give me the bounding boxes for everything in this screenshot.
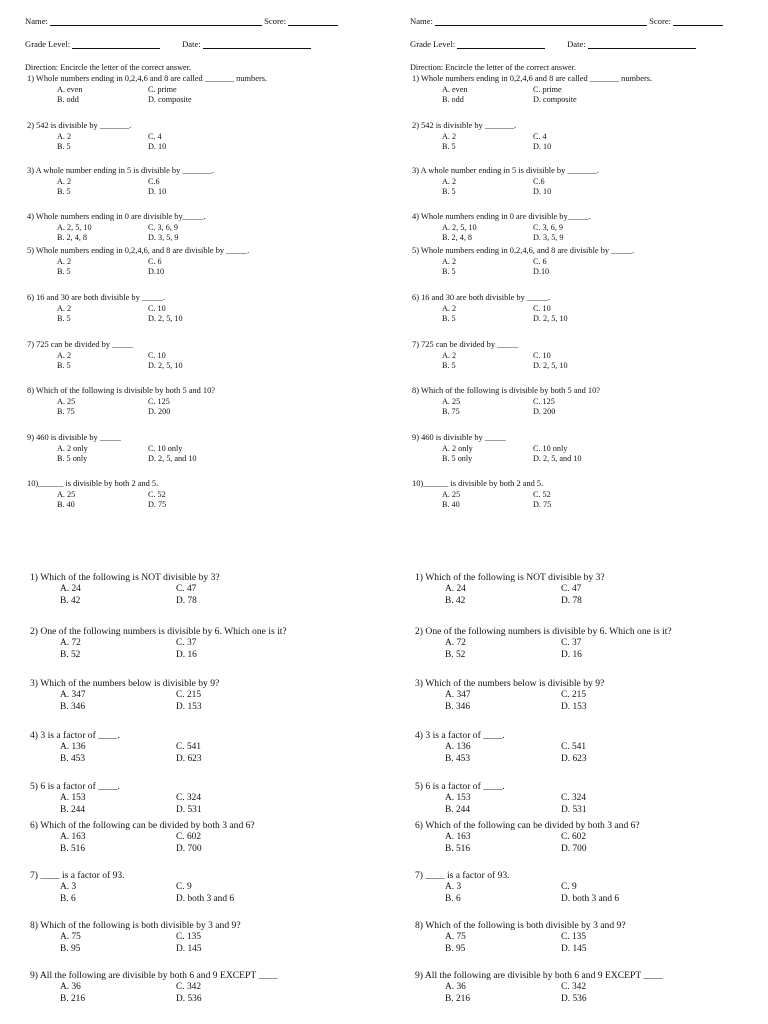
- option-b[interactable]: B. 75: [442, 407, 460, 416]
- option-b[interactable]: B. 42: [60, 596, 81, 606]
- option-d[interactable]: D. 200: [533, 407, 556, 416]
- option-c[interactable]: C. 324: [561, 793, 587, 803]
- option-d[interactable]: D. 145: [561, 944, 587, 954]
- question-item: [30, 572, 382, 606]
- option-d[interactable]: D. composite: [148, 95, 192, 104]
- option-c[interactable]: C. 324: [176, 793, 202, 803]
- option-d[interactable]: D. 700: [176, 844, 202, 854]
- option-b[interactable]: B. 216: [445, 994, 471, 1004]
- option-b[interactable]: B. 5: [442, 361, 456, 370]
- question-item: [27, 166, 377, 196]
- question-item: [415, 572, 767, 606]
- option-d[interactable]: D. 75: [148, 500, 167, 509]
- option-a[interactable]: A. 2, 5, 10: [57, 223, 92, 232]
- question-text: 6) Which of the following can be divided by both 3 and 6?: [30, 820, 255, 831]
- question-item: [415, 626, 767, 660]
- question-item: [412, 433, 762, 463]
- option-d[interactable]: D. both 3 and 6: [561, 894, 620, 904]
- question-text: 5) Whole numbers ending in 0,2,4,6, and 8 are divisible by _____.: [412, 246, 635, 255]
- question-text: 7) 725 can be divided by _____: [412, 340, 519, 349]
- option-a[interactable]: A. 75: [60, 932, 81, 942]
- question-item: [415, 870, 767, 904]
- option-a[interactable]: A. 2: [57, 257, 72, 266]
- option-d[interactable]: D. 2, 5, 10: [148, 361, 183, 370]
- question-item: [412, 246, 762, 276]
- question-text: 9) 460 is divisible by _____: [412, 433, 506, 442]
- option-b[interactable]: B. 95: [445, 944, 466, 954]
- question-item: [30, 678, 382, 712]
- option-d[interactable]: D. 16: [561, 650, 582, 660]
- option-a[interactable]: A. 2 only: [57, 444, 88, 453]
- option-c[interactable]: C. 342: [176, 982, 202, 992]
- option-c[interactable]: C. 3, 6, 9: [533, 223, 564, 232]
- question-item: [27, 433, 377, 463]
- option-b[interactable]: B. odd: [442, 95, 464, 104]
- question-text: 9) All the following are divisible by both 6 and 9 EXCEPT ____: [30, 970, 278, 981]
- option-b[interactable]: B. 2, 4, 8: [442, 233, 473, 242]
- option-a[interactable]: A. 2: [57, 351, 72, 360]
- question-text: 6) 16 and 30 are both divisible by _____.: [27, 293, 165, 302]
- question-item: [27, 479, 377, 509]
- option-d[interactable]: D. 531: [561, 805, 587, 815]
- option-d[interactable]: D. 623: [176, 754, 202, 764]
- date-label: Date:: [182, 39, 201, 49]
- option-a[interactable]: A. 25: [442, 397, 461, 406]
- option-c[interactable]: C. 10 only: [533, 444, 568, 453]
- option-d[interactable]: D. 2, 5, and 10: [148, 454, 197, 463]
- option-a[interactable]: A. 153: [60, 793, 86, 803]
- score-line[interactable]: [673, 16, 723, 26]
- option-c[interactable]: C. 52: [148, 490, 166, 499]
- option-a[interactable]: A. 136: [445, 742, 471, 752]
- question-text: 7) 725 can be divided by _____: [27, 340, 134, 349]
- option-b[interactable]: B. 42: [445, 596, 466, 606]
- question-text: 1) Whole numbers ending in 0,2,4,6 and 8 are called _______ numbers.: [412, 74, 653, 83]
- option-a[interactable]: A. 72: [60, 638, 81, 648]
- option-d[interactable]: D. 531: [176, 805, 202, 815]
- option-b[interactable]: B. 5: [442, 267, 456, 276]
- option-c[interactable]: C. 47: [176, 584, 197, 594]
- option-c[interactable]: C. 4: [148, 132, 162, 141]
- option-c[interactable]: C. 3, 6, 9: [148, 223, 179, 232]
- option-b[interactable]: B. 52: [60, 650, 81, 660]
- option-c[interactable]: C. 135: [176, 932, 202, 942]
- question-text: 9) All the following are divisible by both 6 and 9 EXCEPT ____: [415, 970, 663, 981]
- question-item: [27, 386, 377, 416]
- option-b[interactable]: B. 5: [57, 142, 71, 151]
- option-c[interactable]: C. 9: [561, 882, 577, 892]
- question-item: [412, 212, 762, 242]
- question-item: [27, 246, 377, 276]
- option-d[interactable]: D.10: [533, 267, 550, 276]
- option-b[interactable]: B. 5: [57, 187, 71, 196]
- option-b[interactable]: B. 52: [445, 650, 466, 660]
- option-c[interactable]: C. 541: [176, 742, 202, 752]
- question-text: 10)______ is divisible by both 2 and 5.: [27, 479, 159, 488]
- option-a[interactable]: A. 72: [445, 638, 466, 648]
- question-text: 5) 6 is a factor of ____.: [415, 781, 505, 792]
- option-b[interactable]: B. 216: [60, 994, 86, 1004]
- direction-text: Direction: Encircle the letter of the correct answer.: [410, 63, 576, 72]
- option-b[interactable]: B. 516: [60, 844, 86, 854]
- question-item: [30, 870, 382, 904]
- question-item: [412, 121, 762, 151]
- option-a[interactable]: A. 136: [60, 742, 86, 752]
- option-b[interactable]: B. 244: [60, 805, 86, 815]
- option-c[interactable]: C.6: [533, 177, 545, 186]
- option-c[interactable]: C. 37: [561, 638, 582, 648]
- question-item: [415, 781, 767, 815]
- option-c[interactable]: C. prime: [148, 85, 177, 94]
- option-a[interactable]: A. 2: [57, 132, 72, 141]
- option-a[interactable]: A. even: [442, 85, 468, 94]
- option-b[interactable]: B. 516: [445, 844, 471, 854]
- option-c[interactable]: C. 125: [533, 397, 555, 406]
- name-field[interactable]: [410, 16, 723, 26]
- option-b[interactable]: B. 5: [442, 187, 456, 196]
- option-d[interactable]: D. 2, 5, and 10: [533, 454, 582, 463]
- grade-level-line[interactable]: [72, 39, 160, 49]
- option-b[interactable]: B. odd: [57, 95, 79, 104]
- option-b[interactable]: B. 5: [442, 314, 456, 323]
- question-text: 8) Which of the following is divisible by both 5 and 10?: [27, 386, 216, 395]
- option-a[interactable]: A. 2: [57, 177, 72, 186]
- name-label: Name:: [25, 16, 48, 26]
- option-d[interactable]: D. 536: [561, 994, 587, 1004]
- option-a[interactable]: A. 25: [57, 397, 76, 406]
- option-a[interactable]: A. 25: [442, 490, 461, 499]
- question-text: 1) Whole numbers ending in 0,2,4,6 and 8 are called _______ numbers.: [27, 74, 268, 83]
- question-text: 5) 6 is a factor of ____.: [30, 781, 120, 792]
- name-field[interactable]: [25, 16, 338, 26]
- question-item: [27, 121, 377, 151]
- option-b[interactable]: B. 346: [60, 702, 86, 712]
- option-c[interactable]: C. 37: [176, 638, 197, 648]
- option-a[interactable]: A. 2: [442, 132, 457, 141]
- question-item: [415, 678, 767, 712]
- option-a[interactable]: A. 2: [442, 351, 457, 360]
- question-item: [30, 970, 382, 1004]
- grade-date-field[interactable]: [410, 39, 696, 49]
- option-a[interactable]: A. 36: [60, 982, 81, 992]
- question-item: [415, 820, 767, 854]
- question-item: [412, 479, 762, 509]
- option-c[interactable]: C. 4: [533, 132, 547, 141]
- option-c[interactable]: C. 47: [561, 584, 582, 594]
- option-b[interactable]: B. 5 only: [57, 454, 88, 463]
- option-a[interactable]: A. 163: [60, 832, 86, 842]
- option-a[interactable]: A. 2 only: [442, 444, 473, 453]
- question-text: 4) 3 is a factor of ____.: [415, 730, 505, 741]
- option-c[interactable]: C. 6: [533, 257, 547, 266]
- option-a[interactable]: A. 2: [442, 177, 457, 186]
- option-a[interactable]: A. 3: [445, 882, 462, 892]
- option-d[interactable]: D. 10: [148, 187, 167, 196]
- option-a[interactable]: A. 163: [445, 832, 471, 842]
- direction-text: Direction: Encircle the letter of the correct answer.: [25, 63, 191, 72]
- question-item: [30, 781, 382, 815]
- question-item: [415, 730, 767, 764]
- option-a[interactable]: A. 2: [442, 304, 457, 313]
- score-label: Score:: [264, 16, 287, 26]
- option-d[interactable]: D. 2, 5, 10: [148, 314, 183, 323]
- question-text: 6) Which of the following can be divided by both 3 and 6?: [415, 820, 640, 831]
- question-text: 3) Which of the numbers below is divisible by 9?: [30, 678, 220, 689]
- option-b[interactable]: B. 244: [445, 805, 471, 815]
- option-b[interactable]: B. 2, 4, 8: [57, 233, 88, 242]
- option-d[interactable]: D. 10: [533, 142, 552, 151]
- option-c[interactable]: C. 342: [561, 982, 587, 992]
- option-b[interactable]: B. 453: [445, 754, 471, 764]
- option-c[interactable]: C. 215: [561, 690, 587, 700]
- question-text: 8) Which of the following is divisible by both 5 and 10?: [412, 386, 601, 395]
- grade-level-label: Grade Level:: [25, 39, 71, 49]
- option-d[interactable]: D. 700: [561, 844, 587, 854]
- question-item: [412, 74, 762, 104]
- option-a[interactable]: A. 24: [60, 584, 81, 594]
- option-d[interactable]: D. 75: [533, 500, 552, 509]
- grade-level-label: Grade Level:: [410, 39, 456, 49]
- option-b[interactable]: B. 5: [57, 361, 71, 370]
- option-d[interactable]: D. 2, 5, 10: [533, 314, 568, 323]
- grade-level-line[interactable]: [457, 39, 545, 49]
- option-c[interactable]: C. 602: [176, 832, 202, 842]
- question-text: 7) ____ is a factor of 93.: [30, 870, 125, 881]
- question-text: 3) A whole number ending in 5 is divisible by _______.: [412, 166, 599, 175]
- question-text: 7) ____ is a factor of 93.: [415, 870, 510, 881]
- option-d[interactable]: D. 2, 5, 10: [533, 361, 568, 370]
- option-a[interactable]: A. 2, 5, 10: [442, 223, 477, 232]
- option-d[interactable]: D. 200: [148, 407, 171, 416]
- question-item: [412, 293, 762, 323]
- option-d[interactable]: D. 16: [176, 650, 197, 660]
- question-item: [415, 920, 767, 954]
- option-c[interactable]: C. 6: [148, 257, 162, 266]
- date-line[interactable]: [203, 39, 311, 49]
- question-item: [415, 970, 767, 1004]
- option-d[interactable]: D. 623: [561, 754, 587, 764]
- option-d[interactable]: D. 153: [561, 702, 587, 712]
- option-c[interactable]: C. 135: [561, 932, 587, 942]
- option-a[interactable]: A. 75: [445, 932, 466, 942]
- name-line[interactable]: [435, 16, 647, 26]
- question-item: [27, 212, 377, 242]
- question-item: [27, 293, 377, 323]
- option-c[interactable]: C. 602: [561, 832, 587, 842]
- question-text: 2) 542 is divisible by _______.: [27, 121, 132, 130]
- option-d[interactable]: D. composite: [533, 95, 577, 104]
- option-d[interactable]: D. 536: [176, 994, 202, 1004]
- question-text: 1) Which of the following is NOT divisible by 3?: [30, 572, 220, 583]
- question-text: 2) One of the following numbers is divisible by 6. Which one is it?: [415, 626, 672, 637]
- option-d[interactable]: D. 78: [561, 596, 582, 606]
- question-text: 1) Which of the following is NOT divisible by 3?: [415, 572, 605, 583]
- option-a[interactable]: A. 347: [445, 690, 471, 700]
- option-a[interactable]: A. 24: [445, 584, 466, 594]
- option-b[interactable]: B. 40: [57, 500, 75, 509]
- grade-date-field[interactable]: [25, 39, 311, 49]
- question-item: [412, 340, 762, 370]
- option-a[interactable]: A. 36: [445, 982, 466, 992]
- question-text: 8) Which of the following is both divisible by 3 and 9?: [30, 920, 241, 931]
- option-d[interactable]: D. 3, 5, 9: [533, 233, 564, 242]
- option-b[interactable]: B. 5: [57, 267, 71, 276]
- option-d[interactable]: D. 10: [533, 187, 552, 196]
- option-b[interactable]: B. 40: [442, 500, 460, 509]
- question-item: [30, 920, 382, 954]
- option-a[interactable]: A. even: [57, 85, 83, 94]
- option-d[interactable]: D. 145: [176, 944, 202, 954]
- option-c[interactable]: C. 52: [533, 490, 551, 499]
- option-d[interactable]: D. 10: [148, 142, 167, 151]
- option-b[interactable]: B. 5 only: [442, 454, 473, 463]
- option-c[interactable]: C. 125: [148, 397, 170, 406]
- score-line[interactable]: [288, 16, 338, 26]
- question-text: 2) 542 is divisible by _______.: [412, 121, 517, 130]
- option-b[interactable]: B. 5: [442, 142, 456, 151]
- question-text: 8) Which of the following is both divisible by 3 and 9?: [415, 920, 626, 931]
- question-text: 2) One of the following numbers is divisible by 6. Which one is it?: [30, 626, 287, 637]
- option-c[interactable]: C. 10: [533, 304, 551, 313]
- option-c[interactable]: C. 10 only: [148, 444, 183, 453]
- option-c[interactable]: C. 10: [148, 304, 166, 313]
- option-b[interactable]: B. 346: [445, 702, 471, 712]
- date-label: Date:: [567, 39, 586, 49]
- option-a[interactable]: A. 347: [60, 690, 86, 700]
- option-d[interactable]: D. 3, 5, 9: [148, 233, 179, 242]
- score-label: Score:: [649, 16, 672, 26]
- worksheet-right: [385, 0, 768, 1024]
- name-line[interactable]: [50, 16, 262, 26]
- option-d[interactable]: D. both 3 and 6: [176, 894, 235, 904]
- date-line[interactable]: [588, 39, 696, 49]
- option-b[interactable]: B. 5: [57, 314, 71, 323]
- option-a[interactable]: A. 25: [57, 490, 76, 499]
- option-c[interactable]: C. 215: [176, 690, 202, 700]
- option-c[interactable]: C. 9: [176, 882, 192, 892]
- option-a[interactable]: A. 3: [60, 882, 77, 892]
- option-b[interactable]: B. 6: [445, 894, 461, 904]
- option-b[interactable]: B. 6: [60, 894, 76, 904]
- question-item: [412, 386, 762, 416]
- option-b[interactable]: B. 95: [60, 944, 81, 954]
- question-item: [30, 730, 382, 764]
- question-text: 4) Whole numbers ending in 0 are divisible by_____.: [412, 212, 591, 221]
- option-d[interactable]: D. 153: [176, 702, 202, 712]
- name-label: Name:: [410, 16, 433, 26]
- option-c[interactable]: C. prime: [533, 85, 562, 94]
- option-a[interactable]: A. 2: [57, 304, 72, 313]
- question-text: 9) 460 is divisible by _____: [27, 433, 121, 442]
- option-b[interactable]: B. 453: [60, 754, 86, 764]
- question-text: 5) Whole numbers ending in 0,2,4,6, and 8 are divisible by _____.: [27, 246, 250, 255]
- option-c[interactable]: C. 10: [533, 351, 551, 360]
- question-item: [27, 340, 377, 370]
- question-item: [27, 74, 377, 104]
- option-a[interactable]: A. 153: [445, 793, 471, 803]
- option-c[interactable]: C. 10: [148, 351, 166, 360]
- question-item: [30, 626, 382, 660]
- question-text: 6) 16 and 30 are both divisible by _____.: [412, 293, 550, 302]
- question-text: 4) Whole numbers ending in 0 are divisible by_____.: [27, 212, 206, 221]
- option-c[interactable]: C.6: [148, 177, 160, 186]
- question-text: 3) Which of the numbers below is divisible by 9?: [415, 678, 605, 689]
- option-d[interactable]: D. 78: [176, 596, 197, 606]
- option-b[interactable]: B. 75: [57, 407, 75, 416]
- question-text: 3) A whole number ending in 5 is divisible by _______.: [27, 166, 214, 175]
- question-text: 10)______ is divisible by both 2 and 5.: [412, 479, 544, 488]
- option-a[interactable]: A. 2: [442, 257, 457, 266]
- option-c[interactable]: C. 541: [561, 742, 587, 752]
- question-text: 4) 3 is a factor of ____.: [30, 730, 120, 741]
- question-item: [30, 820, 382, 854]
- question-item: [412, 166, 762, 196]
- option-d[interactable]: D.10: [148, 267, 165, 276]
